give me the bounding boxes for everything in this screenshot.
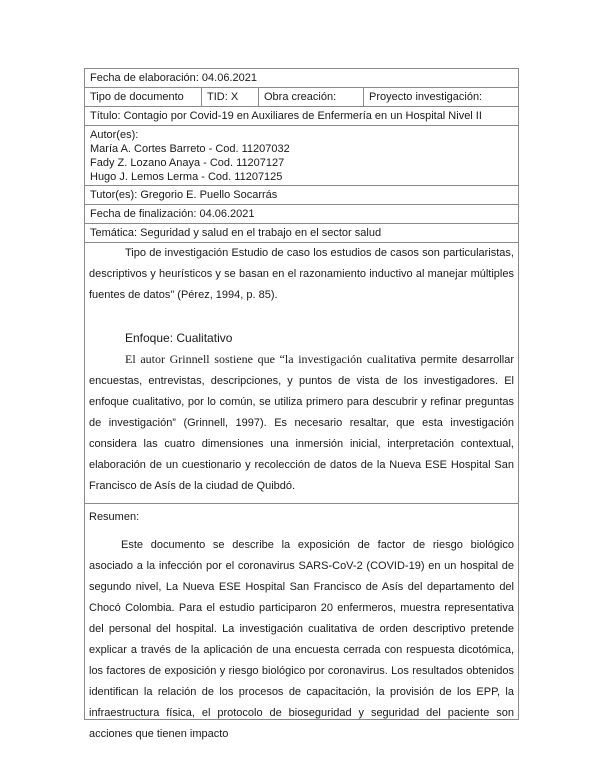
proyecto-investigacion-field: Proyecto investigación:	[369, 91, 483, 103]
titulo: Título: Contagio por Covid-19 en Auxiliares de Enfermería en un Hospital Nivel II	[85, 107, 518, 126]
enfoque-paragraph-body: tiva permite desarrollar encuestas, entrevistas, descripciones, y puntos de vista de los investigadores. El enfoque cualitativo, por lo común, se utiliza primero para descubrir y refinar preguntas de investigación” (Grinnell, 1997). Es necesario resaltar, que esta investigación considera las cuatro dimensiones una inmersión inicial, interpretación contextual, elaboración de un cuestionario y recolección de datos de la Nueva ESE Hospital San Francisco de Asís de la ciudad de Quibdó.	[89, 354, 515, 492]
tipo-documento-row	[85, 88, 518, 107]
obra-creacion-field: Obra creación:	[259, 88, 364, 106]
enfoque-title: Enfoque: Cualitativo	[125, 331, 233, 345]
fecha-elaboracion: Fecha de elaboración: 04.06.2021	[85, 69, 518, 88]
resumen-label: Resumen:	[89, 511, 140, 523]
enfoque-paragraph	[89, 349, 514, 497]
tipo-investigacion-paragraph: Tipo de investigación Estudio de caso los estudios de casos son particularistas, descriptivos y heurísticos y se basan en el razonamiento inductivo al manejar múltiples fuentes de datos" (Pérez, 1994, p. 85).	[89, 247, 514, 301]
tematica: Temática: Seguridad y salud en el trabajo en el sector salud	[85, 224, 518, 243]
resumen-section	[85, 504, 518, 740]
autor-1: María A. Cortes Barreto - Cod. 11207032	[90, 143, 290, 155]
enfoque-paragraph-serif-part: El autor Grinnell sostiene que “la investigación cualita	[125, 352, 399, 366]
tid-field: TID: X	[202, 88, 259, 106]
fecha-finalizacion: Fecha de finalización: 04.06.2021	[85, 205, 518, 224]
autor-2: Fady Z. Lozano Anaya - Cod. 11207127	[90, 157, 285, 169]
autor-3: Hugo J. Lemos Lerma - Cod. 11207125	[90, 171, 283, 183]
autores-block	[85, 126, 518, 186]
tutor: Tutor(es): Gregorio E. Puello Socarrás	[85, 186, 518, 205]
tipo-documento-label: Tipo de documento	[85, 88, 202, 106]
document-form	[84, 68, 519, 740]
metodologia-section	[85, 243, 518, 504]
resumen-paragraph: Este documento se describe la exposición de factor de riesgo biológico asociado a la infección por el coronavirus SARS-CoV-2 (COVID-19) en un hospital de segundo nivel, La Nueva ESE Hospital San Francisco de Asís del departamento del Chocó Colombia. Para el estudio participaron 20 enfermeros, muestra representativa del personal del hospital. La investigación cualitativa de orden descriptivo pretende explicar a través de la aplicación de una encuesta cerrada con respuesta dicotómica, los factores de exposición y riesgo biológico por coronavirus. Los resultados obtenidos identifican la relación de los procesos de capacitación, la provisión de los EPP, la infraestructura física, el protocolo de bioseguridad y seguridad del paciente son acciones que tienen impacto	[89, 539, 514, 740]
autores-label: Autor(es):	[90, 129, 139, 141]
